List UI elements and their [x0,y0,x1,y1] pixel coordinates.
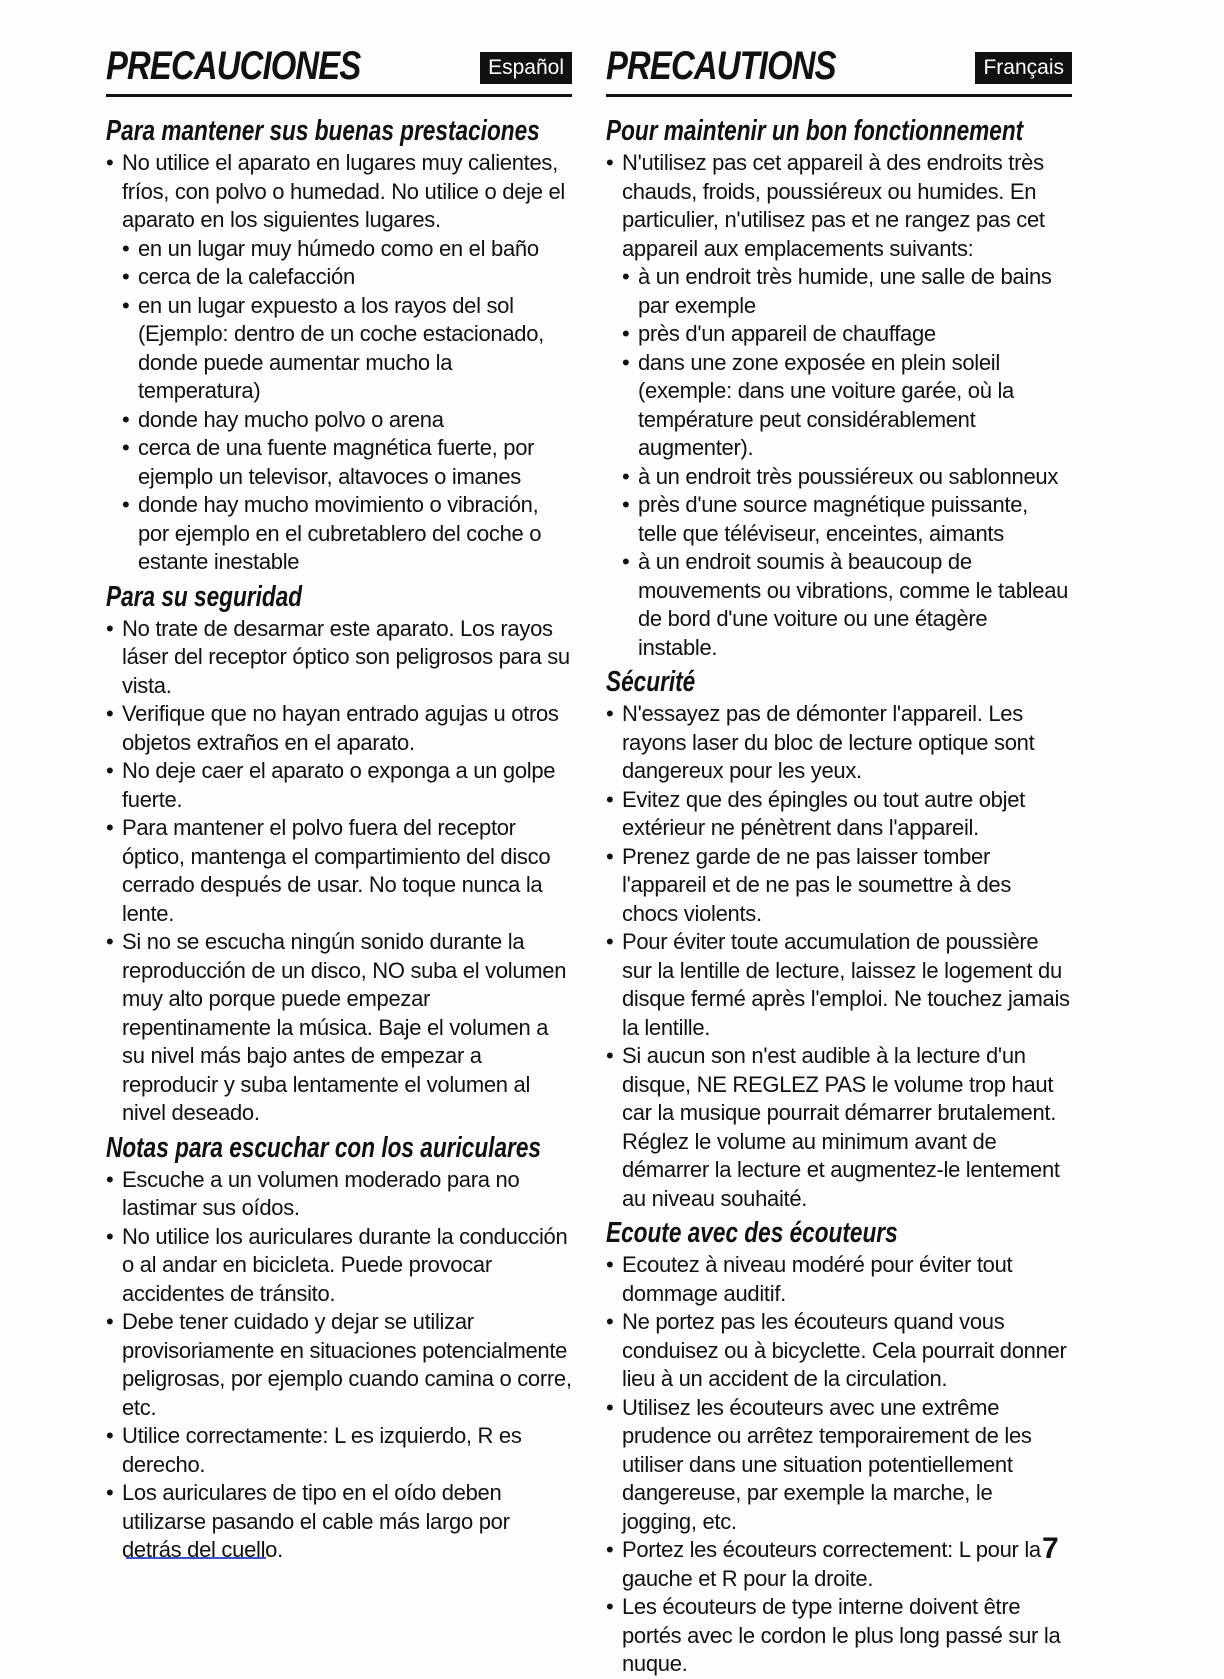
section-heading: Para su seguridad [106,580,303,613]
section-heading: Notas para escuchar con los auriculares [106,1131,541,1164]
list-item-text: No trate de desarmar este aparato. Los rayos láser del receptor óptico son peligrosos para su vista. [122,615,570,698]
list-item [606,928,1072,1042]
list-item [606,1536,1072,1593]
french-title: PRECAUTIONS [606,44,836,88]
spanish-sections [106,115,572,1565]
list-item-text: Pour éviter toute accumulation de poussière sur la lentille de lecture, laissez le logement du disque fermé après l'emploi. Ne touchez jamais la lentille. [622,929,1070,1040]
french-column [606,40,1072,1679]
list-item [106,1308,572,1422]
list-item [606,1251,1072,1308]
list-item-text: Les écouteurs de type interne doivent être portés avec le cordon le plus long passé sur la nuque. [622,1594,1061,1676]
list-item-text: Ecoutez à niveau modéré pour éviter tout dommage auditif. [622,1252,1013,1306]
list-item-text: No utilice el aparato en lugares muy calientes, fríos, con polvo o humedad. No utilice o deje el aparato en los siguientes lugares. [122,150,565,232]
section-heading: Ecoute avec des écouteurs [606,1217,898,1249]
list-item [106,928,572,1128]
section-heading: Sécurité [606,666,696,698]
section [606,115,1072,662]
sub-list-item: • près d'une source magnétique puissante, telle que téléviseur, enceintes, aimants [622,491,1072,548]
sub-list-item: • donde hay mucho movimiento o vibración, por ejemplo en el cubretablero del coche o estante inestable [122,491,572,577]
list-item [606,1593,1072,1679]
section [606,666,1072,1213]
section [106,581,572,1128]
sub-list-item: • en un lugar muy húmedo como en el baño [122,235,572,264]
sub-list-item: • en un lugar expuesto a los rayos del sol (Ejemplo: dentro de un coche estacionado, donde puede aumentar mucho la temperatura) [122,292,572,406]
bullet-list [606,1251,1072,1679]
list-item [106,1422,572,1479]
section-heading: Para mantener sus buenas prestaciones [106,115,540,147]
sub-list-item: • cerca de la calefacción [122,263,572,292]
list-item [606,1308,1072,1394]
spanish-title: PRECAUCIONES [106,44,361,88]
bullet-list [106,1166,572,1565]
footer-rule [126,1557,266,1559]
list-item-text: No utilice los auriculares durante la conducción o al andar en bicicleta. Puede provocar accidentes de tránsito. [122,1223,568,1306]
list-item-text: Utilice correctamente: L es izquierdo, R es derecho. [122,1423,522,1477]
page-number: 7 [1042,1532,1059,1565]
list-item [606,1394,1072,1537]
spanish-header [106,40,572,97]
list-item-text: Si aucun son n'est audible à la lecture d'un disque, NE REGLEZ PAS le volume trop haut car la musique pourrait démarrer brutalement. Réglez le volume au minimum avant de démarrer la lecture et augmentez-le lentement au niveau souhaité. [622,1043,1060,1211]
list-item-text: Utilisez les écouteurs avec une extrême prudence ou arrêtez temporairement de les utiliser dans une situation potentiellement dangereuse, par exemple la marche, le jogging, etc. [622,1394,1032,1534]
list-item-text: Evitez que des épingles ou tout autre objet extérieur ne pénètrent dans l'appareil. [622,786,1025,840]
list-item-text: Verifique que no hayan entrado agujas u otros objetos extraños en el aparato. [122,701,559,755]
list-item-text: Si no se escucha ningún sonido durante la reproducción de un disco, NO suba el volumen muy alto porque puede empezar repentinamente la música. Baje el volumen a su nivel más bajo antes de empezar a reproducir y suba lentamente el volumen al nivel deseado. [122,929,567,1125]
section [606,1217,1072,1679]
sub-list [122,235,572,577]
section [106,115,572,577]
list-item [106,757,572,814]
french-language-tag: Français [975,52,1072,84]
french-sections [606,115,1072,1679]
list-item [606,149,1072,662]
sub-list [622,263,1072,662]
list-item [106,700,572,757]
list-item [106,1479,572,1565]
list-item [606,786,1072,843]
spanish-column [106,40,572,1565]
list-item-text: Prenez garde de ne pas laisser tomber l'appareil et de ne pas le soumettre à des chocs violents. [622,843,1012,926]
french-header [606,40,1072,97]
sub-list-item: • dans une zone exposée en plein soleil (exemple: dans une voiture garée, où la température peut considérablement augmenter). [622,349,1072,463]
list-item-text: Ne portez pas les écouteurs quand vous conduisez ou à bicyclette. Cela pourrait donner lieu à un accident de la circulation. [622,1309,1067,1391]
list-item-text: Portez les écouteurs correctement: L pour la gauche et R pour la droite. [622,1537,1041,1591]
list-item [606,1042,1072,1213]
section-heading: Pour maintenir un bon fonctionnement [606,115,1024,147]
list-item [606,700,1072,786]
list-item [106,615,572,701]
bullet-list [606,700,1072,1213]
sub-list-item: • à un endroit très poussiéreux ou sablonneux [622,463,1072,492]
sub-list-item: • à un endroit soumis à beaucoup de mouvements ou vibrations, comme le tableau de bord d'une voiture ou une étagère instable. [622,548,1072,662]
list-item-text: Para mantener el polvo fuera del receptor óptico, mantenga el compartimiento del disco cerrado después de usar. No toque nunca la lente. [122,815,551,926]
list-item [106,814,572,928]
spanish-language-tag: Español [480,52,572,84]
list-item [106,1223,572,1309]
section [106,1132,572,1565]
list-item-text: Los auriculares de tipo en el oído deben utilizarse pasando el cable más largo por detrás del cuello. [122,1480,510,1562]
list-item-text: N'essayez pas de démonter l'appareil. Les rayons laser du bloc de lecture optique sont dangereux pour les yeux. [622,701,1035,783]
sub-list-item: • donde hay mucho polvo o arena [122,406,572,435]
bullet-list [606,149,1072,662]
bullet-list [106,149,572,577]
list-item-text: Escuche a un volumen moderado para no lastimar sus oídos. [122,1166,520,1220]
list-item-text: N'utilisez pas cet appareil à des endroits très chauds, froids, poussiéreux ou humides. En particulier, n'utilisez pas et ne rangez pas cet appareil aux emplacements suivants: [622,150,1045,261]
list-item [606,843,1072,929]
list-item [106,149,572,577]
sub-list-item: • cerca de una fuente magnética fuerte, por ejemplo un televisor, altavoces o imanes [122,434,572,491]
list-item-text: No deje caer el aparato o exponga a un golpe fuerte. [122,758,556,812]
sub-list-item: • près d'un appareil de chauffage [622,320,1072,349]
list-item [106,1166,572,1223]
sub-list-item: • à un endroit très humide, une salle de bains par exemple [622,263,1072,320]
list-item-text: Debe tener cuidado y dejar se utilizar provisoriamente en situaciones potencialmente peligrosas, por ejemplo cuando camina o corre, etc. [122,1309,572,1420]
bullet-list [106,615,572,1128]
